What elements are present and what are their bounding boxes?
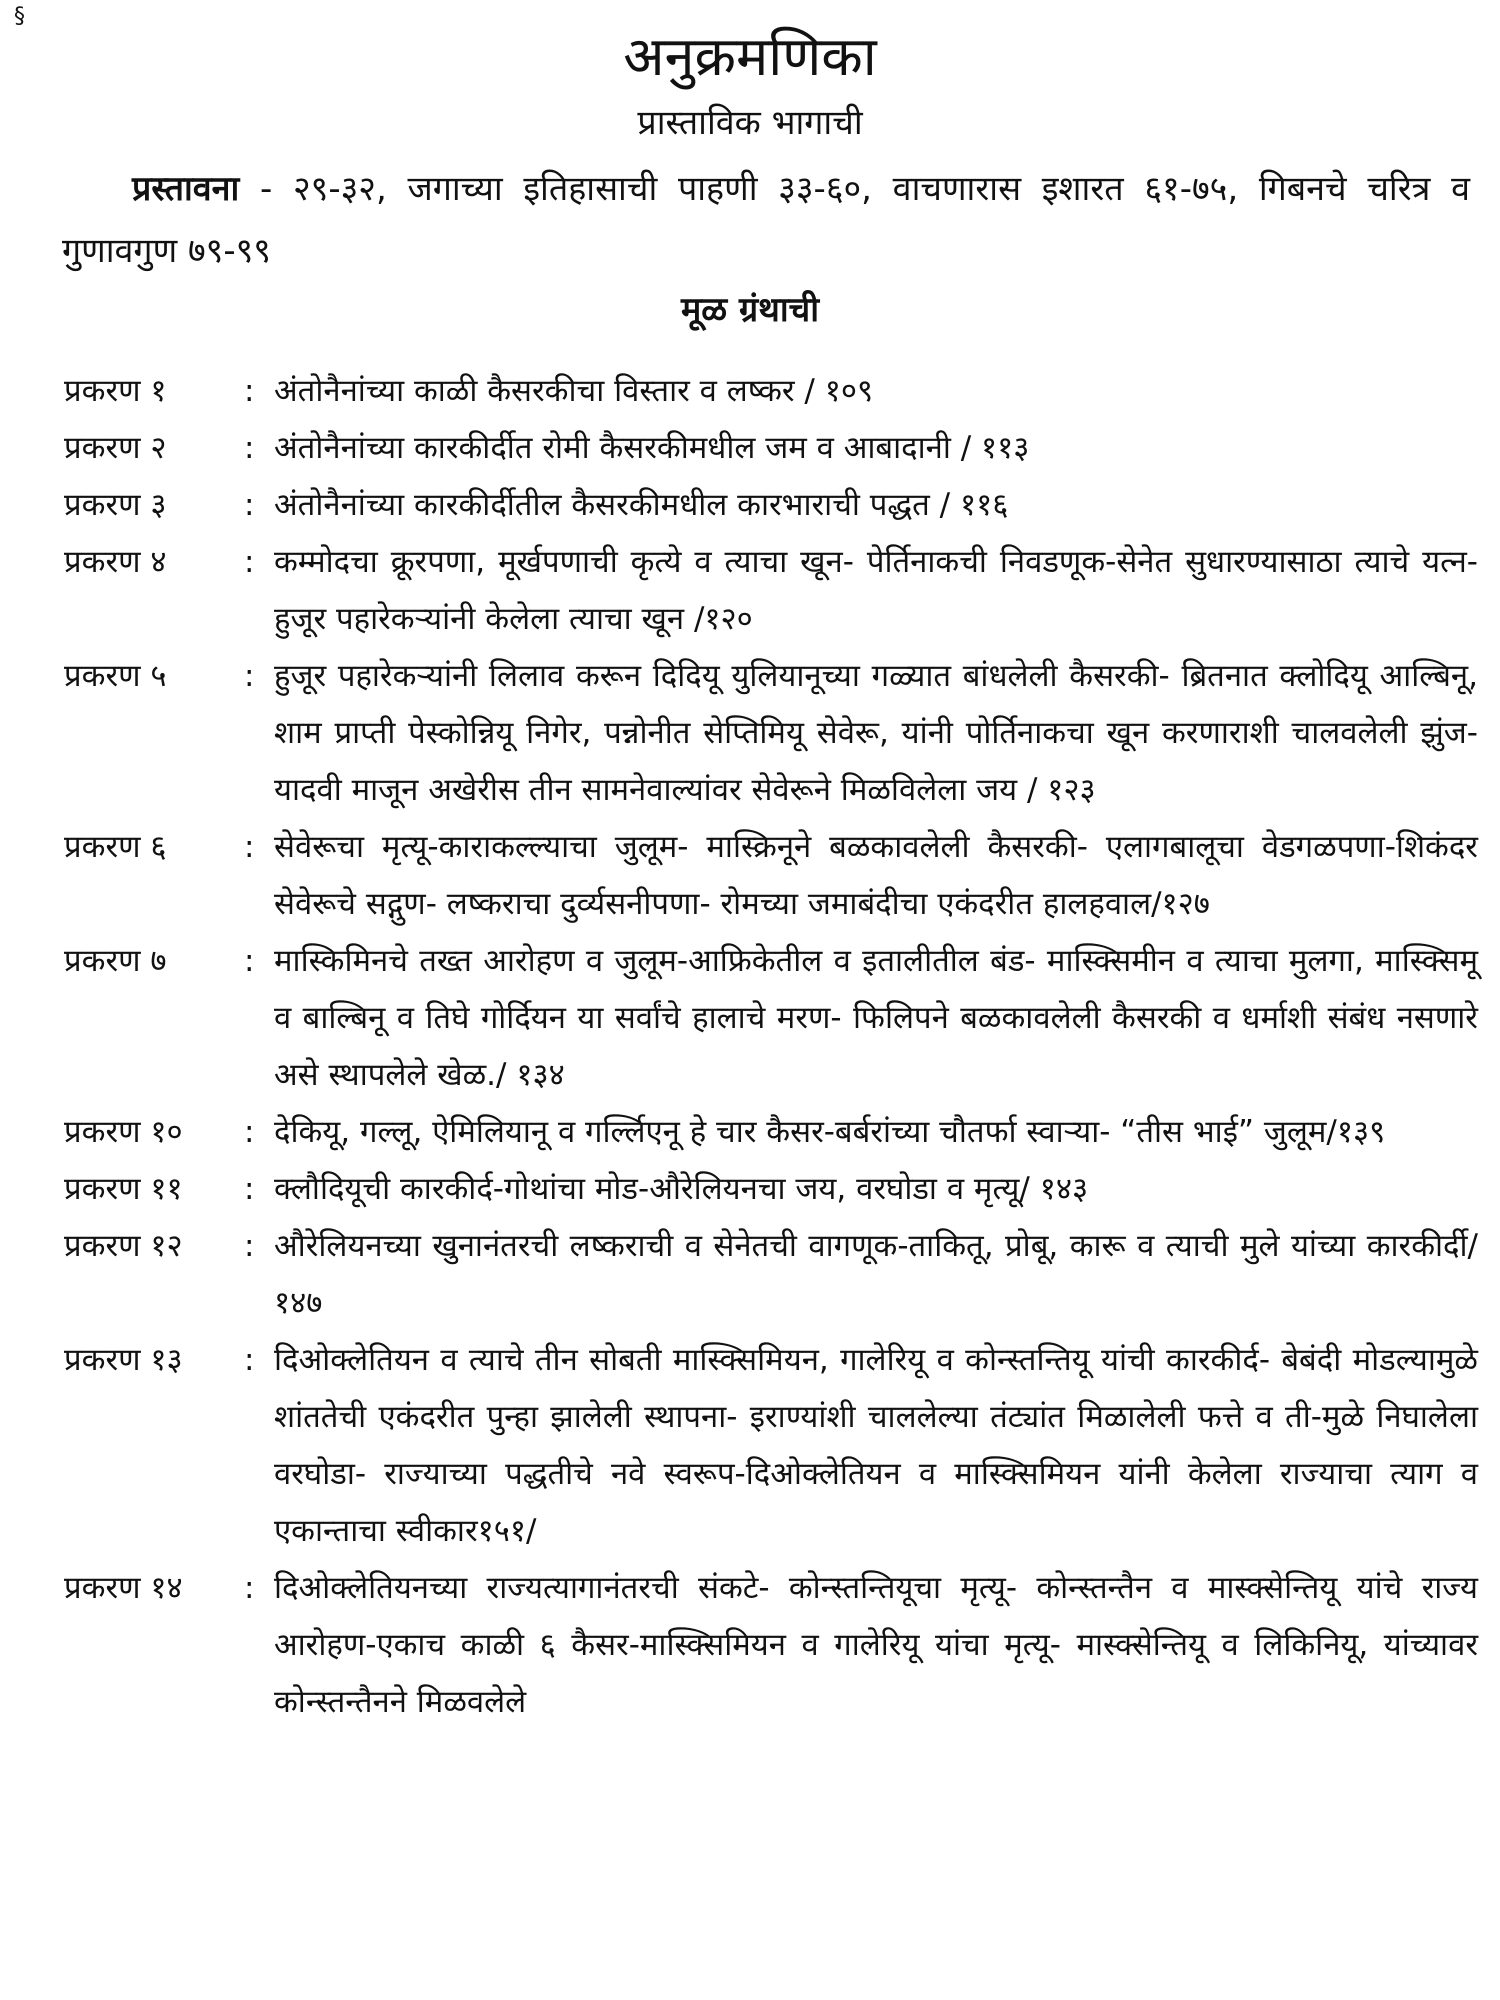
- entry-separator: :: [244, 1228, 255, 1264]
- toc-entry: [64, 477, 1478, 534]
- chapter-label: प्रकरण १: [64, 373, 167, 409]
- toc-entry: [64, 363, 1478, 420]
- toc-entry: [64, 1560, 1478, 1731]
- chapter-label: प्रकरण ५: [64, 658, 167, 694]
- chapter-label: प्रकरण २: [64, 430, 167, 466]
- page-title: अनुक्रमणिका: [623, 25, 877, 88]
- entry-separator: :: [244, 373, 255, 409]
- entry-separator: :: [244, 1171, 255, 1207]
- chapter-summary: दिओक्लेतियन व त्याचे तीन सोबती मास्क्सिमियन, गालेरियू व कोन्स्तन्तियू यांची कारकीर्द- बेबंदी मोडल्यामुळे शांततेची एकंदरीत पुन्हा झालेली स्थापना- इराण्यांशी चाललेल्या तंट्यांत मिळालेली फत्ते व ती-मुळे निघालेला वरघोडा- राज्याच्या पद्धतीचे नवे स्वरूप-दिओक्लेतियन व मास्क्सिमियन यांनी केलेला राज्याचा त्याग व एकान्ताचा स्वीकार१५१/: [274, 1342, 1478, 1549]
- chapter-summary: हुजूर पहारेकऱ्यांनी लिलाव करून दिदियू युलियानूच्या गळ्यात बांधलेली कैसरकी- ब्रितनात क्लोदियू आल्बिनू, शाम प्राप्ती पेस्कोन्नियू निगेर, पन्नोनीत सेप्तिमियू सेवेरू, यांनी पोर्तिनाकचा खून करणाराशी चालवलेली झुंज-यादवी माजून अखेरीस तीन सामनेवाल्यांवर सेवेरूने मिळविलेला जय / १२३: [274, 658, 1478, 808]
- chapter-label: प्रकरण ११: [64, 1171, 183, 1207]
- page-subtitle: प्रास्ताविक भागाची: [637, 103, 863, 143]
- entry-separator: :: [244, 1342, 255, 1378]
- toc-entry: [64, 1332, 1478, 1560]
- toc-entry: [64, 1161, 1478, 1218]
- toc-entry: [64, 933, 1478, 1104]
- chapter-summary: मास्किमिनचे तख्त आरोहण व जुलूम-आफ्रिकेतील व इतालीतील बंड- मास्क्सिमीन व त्याचा मुलगा, मास्क्सिमू व बाल्बिनू व तिघे गोर्दियन या सर्वांचे हालाचे मरण- फिलिपने बळकावलेली कैसरकी व धर्माशी संबंध नसणारे असे स्थापलेले खेळ./ १३४: [274, 943, 1478, 1093]
- entry-separator: :: [244, 829, 255, 865]
- preface-text: - २९-३२, जगाच्या इतिहासाची पाहणी ३३-६०, वाचणारास इशारत ६१-७५, गिबनचे चरित्र व गुणावगुण ७९-९९: [62, 169, 1470, 271]
- chapter-summary: सेवेरूचा मृत्यू-काराकल्ल्याचा जुलूम- मास्क्रिनूने बळकावलेली कैसरकी- एलागबालूचा वेडगळपणा-शिकंदर सेवेरूचे सद्गुण- लष्कराचा दुर्व्यसनीपणा- रोमच्या जमाबंदीचा एकंदरीत हालहवाल/१२७: [274, 829, 1478, 922]
- chapter-summary: औरेलियनच्या खुनानंतरची लष्कराची व सेनेतची वागणूक-ताकितू, प्रोबू, कारू व त्याची मुले यांच्या कारकीर्दी/१४७: [274, 1228, 1478, 1321]
- entry-separator: :: [244, 487, 255, 523]
- entry-separator: :: [244, 430, 255, 466]
- toc-entry: [64, 1104, 1478, 1161]
- preface-label: प्रस्तावना: [132, 169, 240, 209]
- entry-separator: :: [244, 1114, 255, 1150]
- toc-entry: [64, 420, 1478, 477]
- entry-separator: :: [244, 1570, 255, 1606]
- chapter-summary: अंतोनैनांच्या कारकीर्दीतील कैसरकीमधील कारभाराची पद्धत / ११६: [274, 487, 1009, 523]
- chapter-label: प्रकरण १३: [64, 1342, 183, 1378]
- chapter-summary: अंतोनैनांच्या कारकीर्दीत रोमी कैसरकीमधील जम व आबादानी / ११३: [274, 430, 1030, 466]
- main-section-heading: मूळ ग्रंथाची: [680, 290, 820, 330]
- chapter-summary: दिओक्लेतियनच्या राज्यत्यागानंतरची संकटे- कोन्स्तन्तियूचा मृत्यू- कोन्स्तन्तैन व मास्क्सेन्तियू यांचे राज्य आरोहण-एकाच काळी ६ कैसर-मास्क्सिमियन व गालेरियू यांचा मृत्यू- मास्क्सेन्तियू व लिकिनियू, यांच्यावर कोन्स्तन्तैनने मिळवलेले: [274, 1570, 1478, 1720]
- chapter-label: प्रकरण १४: [64, 1570, 183, 1606]
- preface-paragraph: [62, 158, 1470, 282]
- table-of-contents: [64, 363, 1478, 1731]
- chapter-summary: अंतोनैनांच्या काळी कैसरकीचा विस्तार व लष्कर / १०९: [274, 373, 874, 409]
- toc-entry: [64, 534, 1478, 648]
- chapter-label: प्रकरण १२: [64, 1228, 183, 1264]
- chapter-label: प्रकरण ४: [64, 544, 167, 580]
- toc-entry: [64, 648, 1478, 819]
- chapter-label: प्रकरण १०: [64, 1114, 183, 1150]
- entry-separator: :: [244, 544, 255, 580]
- chapter-summary: देकियू, गल्लू, ऐमिलियानू व गर्ल्लिएनू हे चार कैसर-बर्बरांच्या चौतर्फा स्वाऱ्या- “तीस भाई” जुलूम/१३९: [274, 1114, 1386, 1150]
- toc-entry: [64, 1218, 1478, 1332]
- chapter-summary: क्लौदियूची कारकीर्द-गोथांचा मोड-औरेलियनचा जय, वरघोडा व मृत्यू/ १४३: [274, 1171, 1089, 1207]
- chapter-label: प्रकरण ३: [64, 487, 167, 523]
- chapter-label: प्रकरण ७: [64, 943, 167, 979]
- entry-separator: :: [244, 658, 255, 694]
- chapter-summary: कम्मोदचा क्रूरपणा, मूर्खपणाची कृत्ये व त्याचा खून- पेर्तिनाकची निवडणूक-सेनेत सुधारण्यासाठा त्याचे यत्न- हुजूर पहारेकऱ्यांनी केलेला त्याचा खून /१२०: [274, 544, 1478, 637]
- entry-separator: :: [244, 943, 255, 979]
- chapter-label: प्रकरण ६: [64, 829, 167, 865]
- toc-entry: [64, 819, 1478, 933]
- corner-mark: §: [14, 4, 25, 29]
